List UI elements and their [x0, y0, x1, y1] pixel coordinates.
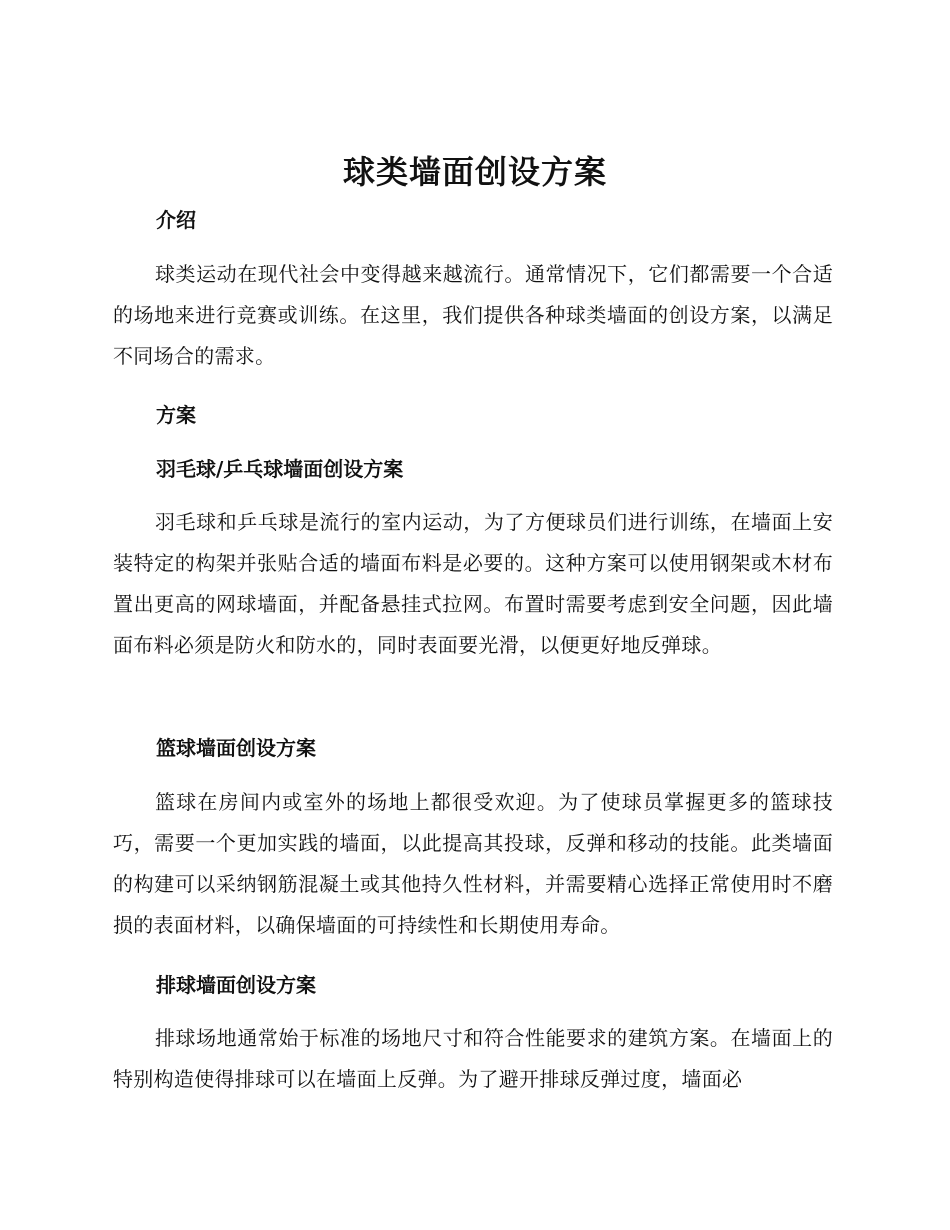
- section-heading-badminton: 羽毛球/乒乓球墙面创设方案: [156, 457, 404, 481]
- plan-heading: 方案: [156, 403, 196, 427]
- section-heading-basketball: 篮球墙面创设方案: [156, 736, 316, 760]
- section-paragraph-basketball: 篮球在房间内或室外的场地上都很受欢迎。为了使球员掌握更多的篮球技巧，需要一个更加实践的墙面，以此提高其投球，反弹和移动的技能。此类墙面的构建可以采纳钢筋混凝土或其他持久性材料，并需要精心选择正常使用时不磨损的表面材料，以确保墙面的可持续性和长期使用寿命。: [113, 790, 833, 937]
- intro-paragraph: 球类运动在现代社会中变得越来越流行。通常情况下，它们都需要一个合适的场地来进行竞赛或训练。在这里，我们提供各种球类墙面的创设方案，以满足不同场合的需求。: [113, 262, 833, 368]
- section-heading-volleyball: 排球墙面创设方案: [156, 973, 316, 997]
- section-paragraph-volleyball: 排球场地通常始于标准的场地尺寸和符合性能要求的建筑方案。在墙面上的特别构造使得排球可以在墙面上反弹。为了避开排球反弹过度，墙面必: [113, 1026, 833, 1091]
- document-title: 球类墙面创设方案: [342, 153, 607, 191]
- section-paragraph-badminton: 羽毛球和乒乓球是流行的室内运动，为了方便球员们进行训练，在墙面上安装特定的构架并张贴合适的墙面布料是必要的。这种方案可以使用钢架或木材布置出更高的网球墙面，并配备悬挂式拉网。布置时需要考虑到安全问题，因此墙面布料必须是防火和防水的，同时表面要光滑，以便更好地反弹球。: [113, 510, 833, 657]
- intro-heading: 介绍: [156, 208, 196, 232]
